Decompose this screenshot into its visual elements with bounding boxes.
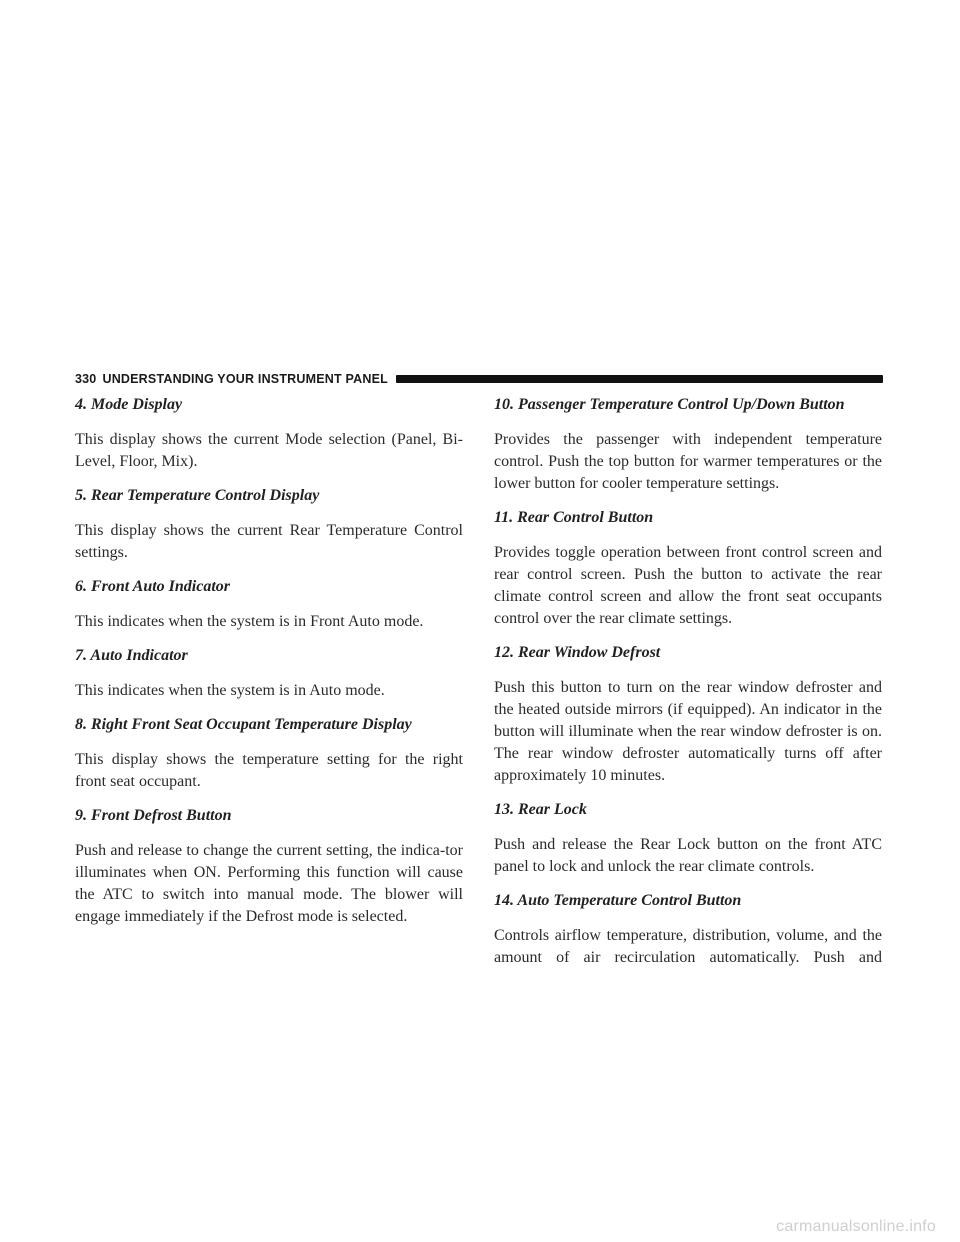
entry-rear-temperature-display [75, 485, 463, 564]
entry-body: Push and release the Rear Lock button on the front ATC panel to lock and unlock the rear climate controls. [494, 836, 882, 875]
entry-mode-display [75, 394, 463, 473]
entry-body: This indicates when the system is in Auto mode. [75, 682, 385, 699]
entry-heading: 5. Rear Temperature Control Display [75, 487, 320, 504]
entry-body: Provides the passenger with independent temperature control. Push the top button for warmer temperatures or the lower button for cooler temperature settings. [494, 431, 882, 492]
entry-heading: 8. Right Front Seat Occupant Temperature Display [75, 716, 412, 733]
entry-rear-lock [494, 799, 882, 878]
entry-heading: 11. Rear Control Button [494, 509, 654, 526]
entry-rear-window-defrost [494, 642, 882, 787]
entry-body: This display shows the temperature setting for the right front seat occupant. [75, 751, 463, 790]
entry-heading: 4. Mode Display [75, 396, 183, 413]
entry-body: This display shows the current Mode selection (Panel, Bi-Level, Floor, Mix). [75, 431, 463, 470]
entry-body: Push this button to turn on the rear window defroster and the heated outside mirrors (if equipped). An indicator in the button will illuminate when the rear window defroster is on. The rear window defroster automatically turns off after approximately 10 minutes. [494, 679, 882, 784]
page-number: 330 [75, 372, 97, 386]
entry-rear-control-button [494, 507, 882, 630]
entry-passenger-temperature-button [494, 394, 882, 495]
entry-front-defrost-button [75, 805, 463, 928]
watermark: carmanualsonline.info [776, 1218, 936, 1235]
entry-front-auto-indicator [75, 576, 463, 633]
entry-body: This display shows the current Rear Temperature Control settings. [75, 522, 463, 561]
entry-heading: 10. Passenger Temperature Control Up/Down Button [494, 396, 845, 413]
entry-auto-indicator [75, 645, 463, 702]
entry-heading: 14. Auto Temperature Control Button [494, 892, 742, 909]
entry-heading: 7. Auto Indicator [75, 647, 188, 664]
entry-body: Provides toggle operation between front control screen and rear control screen. Push the button to activate the rear climate control screen and allow the front seat occupants control over the rear climate settings. [494, 544, 882, 627]
entry-body: Push and release to change the current setting, the indica-tor illuminates when ON. Performing this function will cause the ATC to switch into manual mode. The blower will engage immediately if the Defrost mode is selected. [75, 842, 463, 925]
left-column [75, 394, 463, 940]
right-column [494, 394, 882, 981]
entry-heading: 12. Rear Window Defrost [494, 644, 661, 661]
entry-body: This indicates when the system is in Front Auto mode. [75, 613, 424, 630]
page-header [75, 371, 883, 387]
section-title: UNDERSTANDING YOUR INSTRUMENT PANEL [102, 372, 388, 386]
entry-right-front-temperature-display [75, 714, 463, 793]
entry-body: Controls airflow temperature, distribution, volume, and the amount of air recirculation automatically. Push and [494, 927, 882, 966]
entry-heading: 9. Front Defrost Button [75, 807, 232, 824]
entry-heading: 6. Front Auto Indicator [75, 578, 231, 595]
entry-auto-temperature-button [494, 890, 882, 969]
entry-heading: 13. Rear Lock [494, 801, 587, 818]
header-rule [396, 375, 883, 383]
